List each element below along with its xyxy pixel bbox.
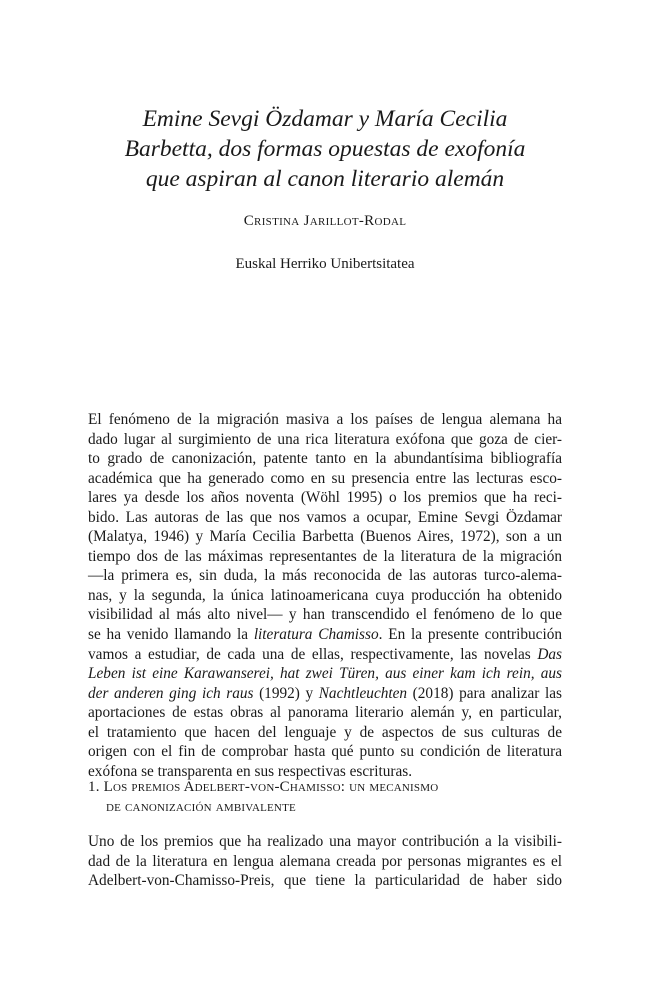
abstract-line: bido. Las autoras de las que nos vamos a ocupar, Emine Sevgi Özdamar	[88, 508, 562, 526]
body-line: Adelbert-von-Chamisso-Preis, que tiene la particularidad de haber sido	[88, 872, 562, 890]
abstract-line	[88, 664, 562, 684]
abstract-line: (Malatya, 1946) y María Cecilia Barbetta (Buenos Aires, 1972), son a un	[88, 528, 562, 546]
abstract-line: aportaciones de estas obras al panorama literario alemán y, en particular,	[88, 704, 562, 722]
abstract-line	[88, 684, 562, 704]
text-run: . En la presente contribución	[378, 626, 562, 644]
article-title	[80, 104, 570, 194]
section-heading	[88, 777, 562, 817]
abstract-line: académica que ha generado como en su presencia entre las lecturas esco-	[88, 469, 562, 487]
text-run: (1992) y	[253, 684, 319, 702]
abstract-line: tiempo dos de las máximas representantes de la literatura de la migración	[88, 547, 562, 565]
abstract-line: origen con el fin de comprobar hasta qué punto su condición de literatura	[88, 743, 562, 761]
emphasis: Das	[537, 645, 562, 663]
text-run: se ha venido llamando la	[88, 626, 254, 644]
abstract-line: visibilidad al más alto nivel— y han transcendido el fenómeno de lo que	[88, 606, 562, 624]
title-line: que aspiran al canon literario alemán	[145, 166, 505, 192]
emphasis: Nachtleuchten	[318, 684, 408, 702]
title-line: Barbetta, dos formas opuestas de exofonía	[124, 136, 526, 162]
emphasis: Leben ist eine Karawanserei, hat zwei Türen, aus einer kam ich rein, aus	[88, 665, 562, 683]
emphasis: der anderen ging ich raus	[88, 684, 254, 702]
abstract-line: —la primera es, sin duda, la más reconocida de las autoras turco-alema-	[88, 567, 562, 585]
abstract-line: exófona se transparenta en sus respectivas escrituras.	[88, 762, 413, 780]
body-line: Uno de los premios que ha realizado una mayor contribución a la visibili-	[88, 833, 562, 850]
body-paragraph	[88, 832, 562, 891]
author-affiliation: Euskal Herriko Unibertsitatea	[235, 256, 415, 272]
title-line: Emine Sevgi Özdamar y María Cecilia	[142, 106, 508, 132]
section-heading-line: de canonización ambivalente	[106, 799, 296, 815]
emphasis: literatura Chamisso	[253, 626, 379, 644]
body-line: dad de la literatura en lengua alemana creada por personas migrantes es el	[88, 852, 562, 870]
abstract-line: el tratamiento que hacen del lenguaje y de aspectos de sus culturas de	[88, 723, 562, 741]
section-heading-line: 1. Los premios Adelbert-von-Chamisso: un mecanismo	[88, 779, 439, 795]
abstract-line: lares ya desde los años noventa (Wöhl 1995) o los premios que ha reci-	[88, 489, 562, 507]
abstract-line: El fenómeno de la migración masiva a los países de lengua alemana ha	[88, 411, 562, 428]
text-run: (2018) para analizar las	[407, 684, 562, 702]
abstract-line: nas, y la segunda, la única latinoamericana cuya producción ha obtenido	[88, 586, 562, 604]
abstract-line	[88, 645, 562, 665]
abstract-line: to grado de canonización, patente tanto en la abundantísima bibliografía	[88, 450, 562, 468]
abstract-line	[88, 625, 562, 645]
text-run: vamos a estudiar, de cada una de ellas, respectivamente, las novelas	[88, 645, 538, 663]
author-name: Cristina Jarillot-Rodal	[243, 213, 407, 229]
abstract-line: dado lugar al surgimiento de una rica literatura exófona que goza de cier-	[88, 430, 562, 448]
abstract	[88, 410, 562, 781]
